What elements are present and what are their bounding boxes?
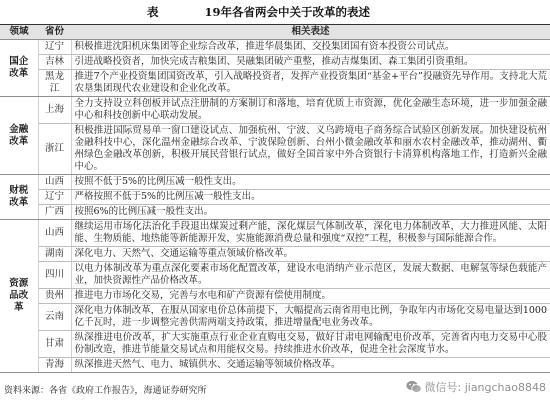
table-title [0, 0, 550, 24]
province-cell [38, 304, 71, 331]
reform-table [0, 24, 550, 373]
province-label: 吉林 [44, 56, 64, 67]
table-title-label: 表 [147, 5, 159, 19]
province-cell [38, 124, 71, 175]
content-cell: 引进战略投资者，加快完成吉粮集团、昊融集团破产重整，推动吉煤集团、森工集团引资重组。 [71, 55, 550, 70]
domain-cell [0, 97, 38, 175]
content-cell: 以电力体制改革为重点深化要素市场化配置改革，建设水电消纳产业示范区，发展大数据、电解氢等绿色载能产业，加快资源性产品价格改革。 [71, 262, 550, 289]
content-cell: 深化电力体制改革，在服从国家电价总体前提下，大幅提高云南省用电比例，争取年内市场化交易电量达到1000亿千瓦时，进一步调整完善供需两端支持政策，推进增量配电业务改革。 [71, 304, 550, 331]
content-cell: 纵深推进天然气、电力、城镇供水、交通运输等领域价格改革。 [71, 358, 550, 373]
content-cell: 继续运用市场化法治化手段退出煤炭过剩产能，深化煤层气体制改革，深化电力体制改革，大力推进风能、太阳能、生物质能、地热能等新能源开发，实施能源消费总量和强度“双控”工程，积极参与国际能源合作。 [71, 220, 550, 247]
province-label: 浙江 [44, 143, 64, 154]
province-cell [38, 175, 71, 190]
province-label: 黑龙江 [44, 71, 64, 94]
domain-cell [0, 220, 38, 373]
province-label: 上海 [44, 104, 64, 115]
table-row [0, 55, 550, 70]
province-label: 山西 [44, 176, 64, 187]
table-row [0, 331, 550, 358]
domain-label: 金融改革 [9, 123, 29, 147]
province-cell [38, 97, 71, 124]
content-cell: 全力支持设立科创板并试点注册制的方案制订和落地，培育优质上市资源，优化金融生态环境，进一步加强金融中心和科技创新中心联动发展。 [71, 97, 550, 124]
province-cell [38, 331, 71, 358]
watermark [406, 380, 547, 394]
content-cell: 推进电力市场化交易，完善与水电和矿产资源有偿使用制度。 [71, 289, 550, 304]
province-label: 青海 [44, 359, 64, 370]
province-cell [38, 40, 71, 55]
table-title-text: 19年各省两会中关于改革的表述 [204, 5, 371, 19]
content-cell: 推进7个产业投资集团国资改革，引入战略投资者，发挥产业投资集团“基金+平台”投融资先导作用。支持北大荒农垦集团现代农业建设和企业化改革。 [71, 70, 550, 97]
province-label: 贵州 [44, 290, 64, 301]
header-province: 省份 [38, 25, 71, 40]
domain-label: 国企改革 [9, 56, 29, 79]
source-note: 资料来源：各省《政府工作报告》，海通证券研究所 [4, 386, 207, 396]
table-row [0, 190, 550, 205]
province-label: 辽宁 [44, 191, 64, 202]
table-row [0, 175, 550, 190]
province-label: 湖南 [44, 248, 64, 259]
watermark-text: 微信号: jiangchao8848 [424, 380, 546, 394]
province-cell [38, 205, 71, 220]
content-cell: 严格按照不低于5%的比例压减一般性支出。 [71, 190, 550, 205]
content-cell: 按照不低于5%的比例压减一般性支出。 [71, 175, 550, 190]
domain-cell [0, 175, 38, 220]
table-row [0, 205, 550, 220]
table-row [0, 124, 550, 175]
table-row [0, 97, 550, 124]
table-row [0, 70, 550, 97]
domain-cell [0, 40, 38, 97]
content-cell: 深化电力、天然气、交通运输等重点领域价格改革。 [71, 247, 550, 262]
province-label: 广西 [44, 206, 64, 217]
province-label: 甘肃 [44, 338, 64, 349]
province-label: 辽宁 [44, 41, 64, 52]
province-cell [38, 262, 71, 289]
province-cell [38, 55, 71, 70]
content-cell: 按照6%的比例压减一般性支出。 [71, 205, 550, 220]
domain-label: 财税改革 [9, 185, 29, 208]
domain-label: 资源品改革 [9, 278, 29, 313]
province-label: 云南 [44, 311, 64, 322]
table-row [0, 220, 550, 247]
table-header-row [0, 25, 550, 40]
table-row [0, 40, 550, 55]
table-row [0, 247, 550, 262]
content-cell: 纵深推进电价改革，扩大实施重点行业企业直购电交易，做好甘肃电网输配电价改革，完善省内电力交易中心股份制改造，推进节能量交易试点和用能权交易。持续推进水价改革，促进全社会深度节水。 [71, 331, 550, 358]
content-cell: 积极推进沈阳机床集团等企业综合改革，推进华晨集团、交投集团国有资本投资公司试点。 [71, 40, 550, 55]
province-cell [38, 358, 71, 373]
table-row [0, 304, 550, 331]
header-content: 相关表述 [71, 25, 550, 40]
province-cell [38, 70, 71, 97]
province-cell [38, 247, 71, 262]
content-cell: 积极推进国际贸易单一窗口建设试点、加强杭州、宁波、义乌跨境电子商务综合试验区创新发展。加快建设杭州金融科技中心，深化温州金融综合改革、宁波保险创新、台州小微金融改革和丽水农村金融改革，推动湖州、衢州绿色金融改革创新，积极开展民营银行试点，做好全国首家中外合资银行卡清算机构落地工作，打造新兴金融中心。 [71, 124, 550, 175]
province-cell [38, 289, 71, 304]
table-row [0, 262, 550, 289]
table-row [0, 358, 550, 373]
province-label: 四川 [44, 269, 64, 280]
header-domain: 领域 [0, 25, 38, 40]
wechat-icon [406, 380, 422, 394]
province-label: 山西 [44, 227, 64, 238]
province-cell [38, 220, 71, 247]
province-cell [38, 190, 71, 205]
table-row [0, 289, 550, 304]
